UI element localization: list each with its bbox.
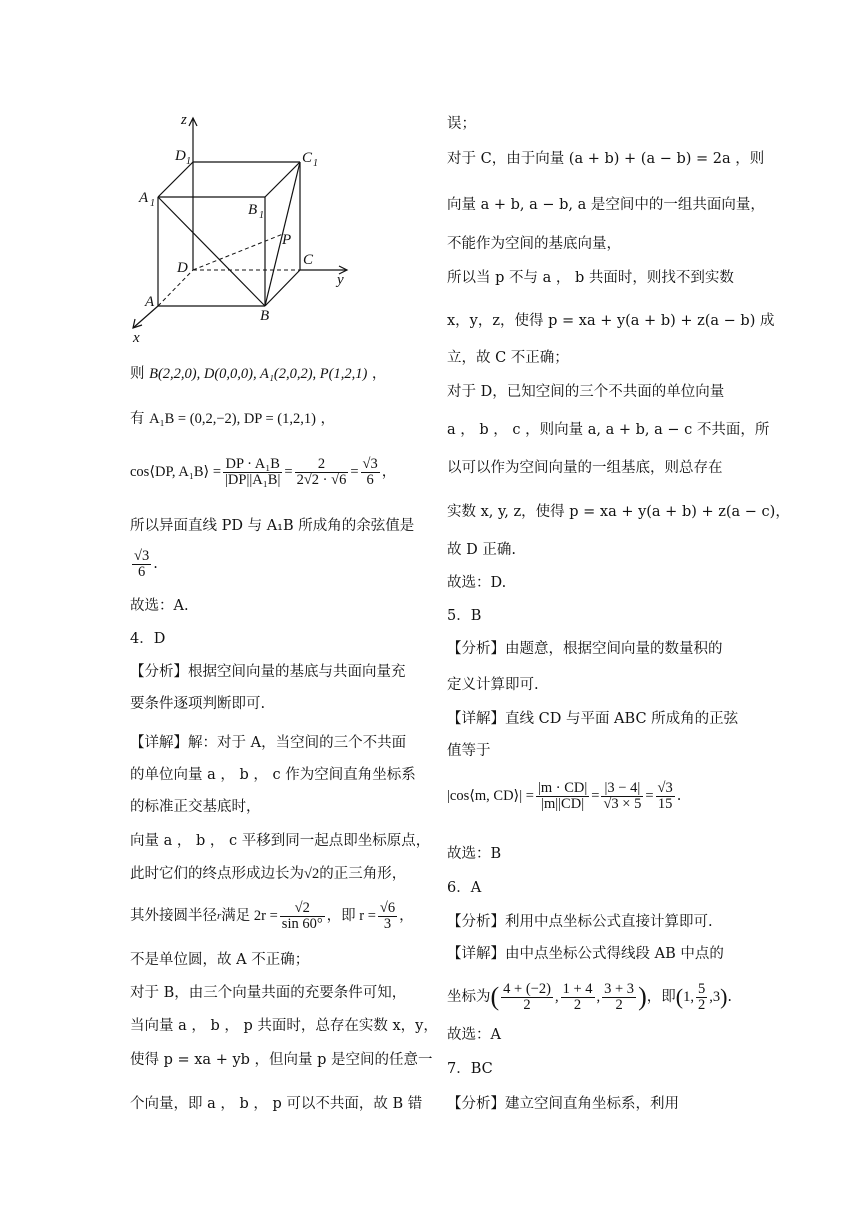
text-line: 不是单位圆，故 A 不正确；: [130, 952, 310, 968]
text-line: 所以当 p 不与 a ， b 共面时，则找不到实数: [447, 270, 734, 286]
svg-text:1: 1: [313, 158, 318, 169]
svg-text:D: D: [175, 148, 186, 164]
text-line: 误；: [447, 116, 476, 132]
text-line: 当向量 a ， b ， p 共面时，总存在实数 x，y，: [130, 1018, 438, 1034]
text-line: 对于 B，由三个向量共面的充要条件可知，: [130, 985, 407, 1001]
text-line: 使得 p = xa + yb ，但向量 p 是空间的任意一: [130, 1052, 433, 1068]
question-number: 7．BC: [447, 1061, 493, 1077]
cube-figure: [125, 110, 360, 345]
question-number: 5．B: [447, 608, 482, 624]
text-line: 立，故 C 不正确；: [447, 350, 569, 366]
question-number: 4．D: [130, 631, 166, 647]
svg-text:1: 1: [186, 156, 191, 167]
answer-line: 故选：D.: [447, 575, 507, 591]
svg-text:1: 1: [259, 210, 264, 221]
midpoint-formula: 坐标为 ( $\frac{4 + (-2)}{2}$ , $\frac{1 + 4}{2}$ , $\frac{3 + 3}{2}$ ) ，即 ( 1, $\frac{5}{2}$ ,3 ) .: [447, 980, 732, 1013]
text-line: 不能作为空间的基底向量，: [447, 236, 621, 252]
text-line: 对于 D，已知空间的三个不共面的单位向量: [447, 384, 725, 400]
svg-text:A: A: [139, 190, 149, 206]
answer-fraction: $\frac{√3}{6}$ .: [134, 547, 158, 580]
analysis-line: 【分析】根据空间向量的基底与共面向量充: [130, 664, 406, 680]
text-line: 以可以作为空间向量的一组基底，则总存在: [447, 460, 723, 476]
text-line: 对于 C，由于向量 (a + b) + (a − b) = 2a ，则: [447, 151, 765, 167]
text-line: 定义计算即可.: [447, 677, 539, 693]
label-z: z: [181, 112, 187, 128]
text-line: 向量 a ， b ， c 平移到同一起点即坐标原点，: [130, 833, 431, 849]
answer-line: 故选：A.: [130, 598, 189, 614]
text-line: 个向量，即 a ， b ， p 可以不共面，故 B 错: [130, 1096, 423, 1112]
svg-text:A: A: [145, 294, 155, 310]
text-line: 实数 x, y, z，使得 p = xa + y(a + b) + z(a − c)，: [447, 504, 790, 520]
analysis-line: 【分析】由题意，根据空间向量的数量积的: [447, 641, 723, 657]
svg-text:C: C: [303, 252, 314, 268]
text-line: 向量 a + b, a − b, a 是空间中的一组共面向量，: [447, 197, 765, 213]
svg-text:B: B: [260, 308, 270, 324]
svg-text:C: C: [302, 150, 313, 166]
label-x: x: [133, 330, 140, 345]
coords-line: 则 B(2,2,0), D(0,0,0), A₁(2,0,2), P(1,2,1) ，: [130, 366, 387, 382]
answer-line: 故选：B: [447, 846, 502, 862]
svg-text:P: P: [282, 232, 292, 248]
cos-formula: cos⟨DP, A₁B⟩ = $\frac{\text{DP · A₁B}}{\text{|DP||A₁B|}}$ = $\frac{2}{2√2 \cdot √6}$ = $\frac{√3}{6}$ ，: [130, 455, 397, 488]
question-number: 6．A: [447, 880, 482, 896]
svg-text:D: D: [177, 260, 188, 276]
text-line: 要条件逐项判断即可.: [130, 696, 266, 712]
text-line: 值等于: [447, 743, 491, 759]
svg-text:B: B: [248, 202, 258, 218]
svg-text:1: 1: [150, 198, 155, 209]
text-line: 的单位向量 a ， b ， c 作为空间直角坐标系: [130, 767, 416, 783]
sine-formula: |cos⟨m, CD⟩| = $\frac{|m \cdot CD|}{|m||CD|}$ = $\frac{|3 - 4|}{√3 \times 5}$ = $\frac{√3}{15}$ .: [447, 779, 682, 812]
text-line: 此时它们的终点形成边长为√2的正三角形，: [130, 866, 407, 882]
analysis-line: 【分析】利用中点坐标公式直接计算即可.: [447, 914, 713, 930]
label-y: y: [337, 272, 344, 288]
answer-line: 故选：A: [447, 1027, 501, 1043]
detail-line: 【详解】直线 CD 与平面 ABC 所成角的正弦: [447, 711, 739, 727]
detail-line: 【详解】由中点坐标公式得线段 AB 中点的: [447, 946, 724, 962]
text-line: a ， b ， c ，则向量 a, a + b, a − c 不共面，所: [447, 422, 770, 438]
radius-formula: 其外接圆半径 r 满足 2r = $\frac{√2}{\sin 60^\circ}$ ，即 r = $\frac{√6}{3}$ ，: [130, 899, 414, 932]
text-line: 的标准正交基底时，: [130, 799, 261, 815]
analysis-line: 【分析】建立空间直角坐标系，利用: [447, 1096, 679, 1112]
text-line: 所以异面直线 PD 与 A₁B 所成角的余弦值是: [130, 518, 415, 534]
text-line: x，y，z，使得 p = xa + y(a + b) + z(a − b) 成: [447, 313, 775, 329]
detail-line: 【详解】解：对于 A，当空间的三个不共面: [130, 735, 407, 751]
text-line: 故 D 正确.: [447, 542, 516, 558]
vectors-line: 有 A₁B = (0,2,−2), DP = (1,2,1) ，: [130, 411, 336, 427]
